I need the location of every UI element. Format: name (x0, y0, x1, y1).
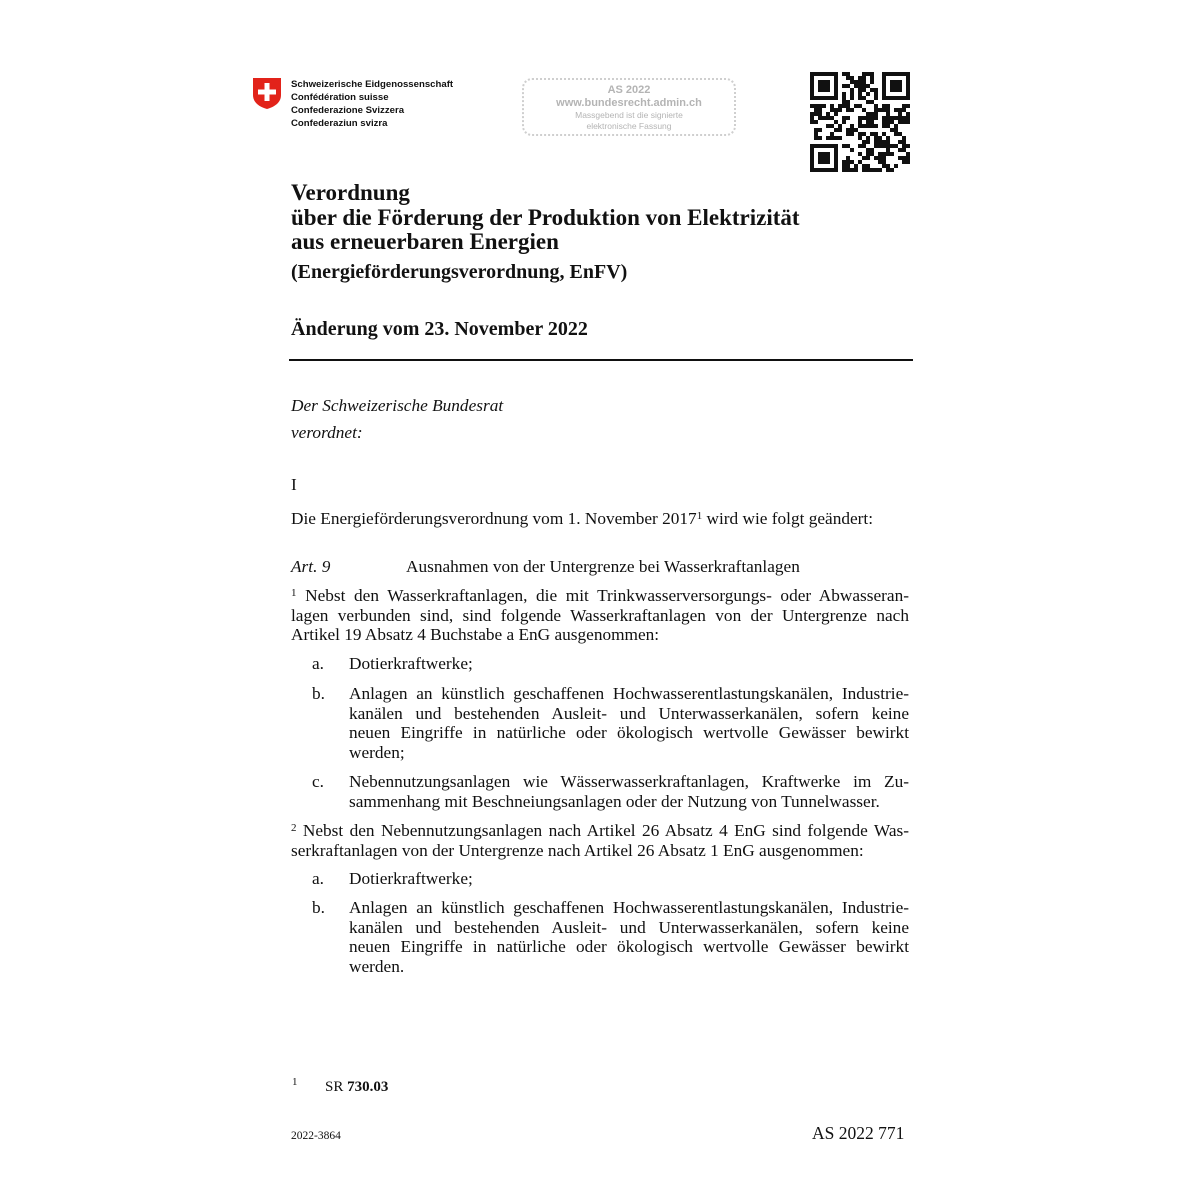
list-item-line: Dotierkraftwerke; (349, 654, 473, 673)
intro-text-end: wird wie folgt geändert: (702, 509, 874, 528)
list-item-letter: b. (312, 898, 325, 917)
logo-line-rm: Confederaziun svizra (291, 118, 388, 129)
paragraph-line: $^2$ Nebst den Nebennutzungsanlagen nach Artikel 26 Absatz 4 EnG sind folgende Was- (291, 821, 909, 840)
list-item-line: Anlagen an künstlich geschaffenen Hochwasserentlastungskanälen, Industrie- (349, 898, 909, 917)
swiss-cross-icon (252, 77, 282, 110)
footnote-sr-number[interactable]: 730.03 (347, 1079, 389, 1095)
document-number: 2022-3864 (291, 1130, 341, 1142)
logo-line-de: Schweizerische Eidgenossenschaft (291, 79, 454, 90)
paragraph-line: lagen verbunden sind, sind folgende Wasserkraftanlagen von der Untergrenze nach (291, 605, 909, 625)
paragraph-2 (291, 821, 909, 860)
list-item-line: sammenhang mit Beschneiungsanlagen oder der Nutzung von Tunnelwasser. (349, 791, 880, 811)
article-heading (291, 557, 800, 577)
paragraph-line: serkraftanlagen von der Untergrenze nach Artikel 26 Absatz 1 EnG ausgenommen: (291, 840, 864, 860)
paragraph-number: 2 (291, 822, 297, 834)
title-line-2: über die Förderung der Produktion von Elektrizität (291, 204, 800, 230)
qr-code-icon[interactable] (810, 72, 910, 172)
list-item-line: kanälen und bestehenden Ausleit- und Unterwasserkanälen, sofern keine (349, 703, 909, 723)
stamp-note-2: elektronische Fassung (586, 120, 672, 131)
article-number: Art. 9 (291, 557, 331, 576)
logo-line-fr: Confédération suisse (291, 92, 389, 103)
preamble-authority: Der Schweizerische Bundesrat (291, 396, 504, 415)
federal-administration-name (291, 78, 453, 130)
list-item-line: neuen Eingriffe in natürliche oder ökologisch wertvolle Gewässer bewirkt (349, 723, 909, 742)
paragraph-1 (291, 586, 909, 645)
preamble-verb: verordnet: (291, 423, 363, 442)
ordinance-title (291, 181, 800, 255)
list-item-line: werden; (349, 742, 405, 762)
footnote-number: 1 (292, 1076, 298, 1088)
official-publication-stamp (522, 78, 736, 136)
list-item-line: werden. (349, 956, 405, 976)
footnote-reference[interactable]: 1 (696, 510, 703, 522)
ordinance-short-title: (Energieförderungsverordnung, EnFV) (291, 261, 628, 283)
paragraph-number: 1 (291, 587, 297, 599)
list-item-line: kanälen und bestehenden Ausleit- und Unterwasserkanälen, sofern keine (349, 917, 909, 937)
amendment-intro (291, 509, 873, 529)
title-line-1: Verordnung (291, 180, 410, 205)
stamp-as-number: AS 2022 (607, 84, 651, 96)
amendment-date: Änderung vom 23. November 2022 (291, 318, 588, 340)
list-item-letter: a. (312, 654, 324, 673)
list-item-line: Anlagen an künstlich geschaffenen Hochwasserentlastungskanälen, Industrie- (349, 684, 909, 703)
list-item-letter: c. (312, 772, 324, 791)
footnote-prefix: SR (325, 1079, 348, 1095)
list-item-line: Nebennutzungsanlagen wie Wässerwasserkraftanlagen, Kraftwerke im Zu- (349, 772, 909, 791)
list-item-line: Dotierkraftwerke; (349, 869, 473, 888)
stamp-website: www.bundesrecht.admin.ch (556, 97, 702, 109)
intro-text: Die Energieförderungsverordnung vom 1. November 2017 (291, 509, 697, 528)
list-item-letter: a. (312, 869, 324, 888)
list-item-letter: b. (312, 684, 325, 703)
list-item-line: neuen Eingriffe in natürliche oder ökologisch wertvolle Gewässer bewirkt (349, 937, 909, 956)
paragraph-line: Artikel 19 Absatz 4 Buchstabe a EnG ausgenommen: (291, 625, 660, 644)
stamp-note-1: Massgebend ist die signierte (575, 110, 683, 120)
title-line-3: aus erneuerbaren Energien (291, 229, 559, 254)
article-title: Ausnahmen von der Untergrenze bei Wasserkraftanlagen (406, 557, 800, 576)
logo-line-it: Confederazione Svizzera (291, 105, 405, 116)
paragraph-line: $^1$ Nebst den Wasserkraftanlagen, die mit Trinkwasserversorgungs- oder Abwasseran- (291, 586, 909, 605)
footnote-text (325, 1079, 388, 1096)
section-number: I (291, 475, 297, 494)
title-divider (289, 359, 913, 361)
preamble (291, 392, 503, 446)
official-collection-reference: AS 2022 771 (812, 1123, 905, 1143)
